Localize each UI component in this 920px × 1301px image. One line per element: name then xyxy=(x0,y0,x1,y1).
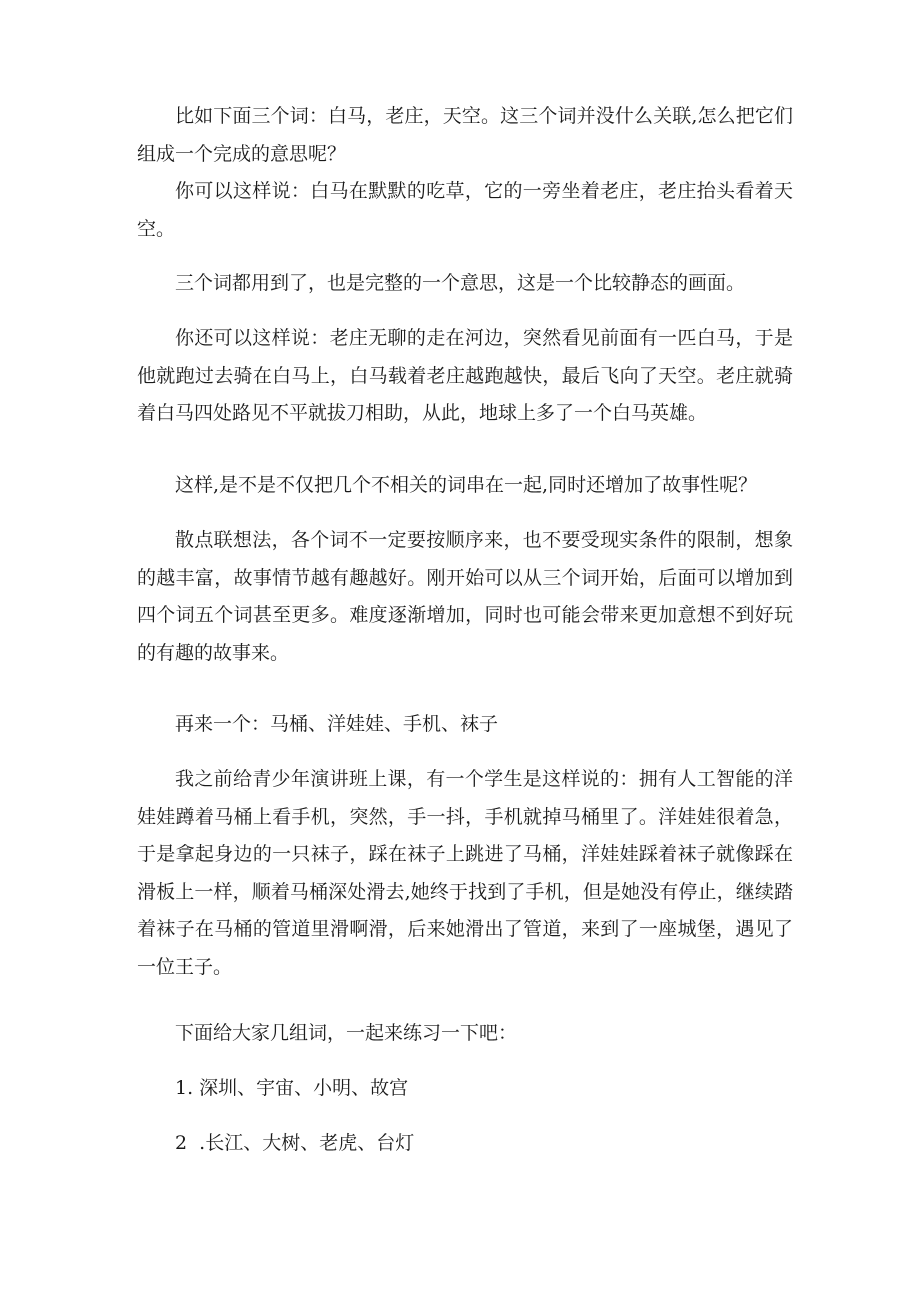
paragraph-static-note: 三个词都用到了，也是完整的一个意思，这是一个比较静态的画面。 xyxy=(175,272,746,294)
exercise-item-2: 2 .长江、大树、老虎、台灯 xyxy=(175,1132,415,1154)
paragraph-another: 再来一个：马桶、洋娃娃、手机、袜子 xyxy=(175,713,499,735)
paragraph-example-intro: 比如下面三个词：白马，老庄，天空。这三个词并没什么关联,怎么把它们组成一个完成的意思呢？ xyxy=(137,105,793,165)
paragraph-student-story: 我之前给青少年演讲班上课，有一个学生是这样说的：拥有人工智能的洋娃娃蹲着马桶上看手机，突然，手一抖，手机就掉马桶里了。洋娃娃很着急，于是拿起身边的一只袜子，踩在袜子上跳进了马桶，洋娃娃踩着袜子就像踩在滑板上一样，顺着马桶深处滑去,她终于找到了手机，但是她没有停止，继续踏着袜子在马桶的管道里滑啊滑，后来她滑出了管道，来到了一座城堡，遇见了一位王子。 xyxy=(137,768,793,978)
paragraph-question: 这样,是不是不仅把几个不相关的词串在一起,同时还增加了故事性呢？ xyxy=(175,474,758,496)
paragraph-method: 散点联想法，各个词不一定要按顺序来，也不要受现实条件的限制，想象的越丰富，故事情节越有趣越好。刚开始可以从三个词开始，后面可以增加到四个词五个词甚至更多。难度逐渐增加，同时也可能会带来更加意想不到好玩的有趣的故事来。 xyxy=(137,529,793,664)
exercise-item-1: 1. 深圳、宇宙、小明、故宫 xyxy=(175,1077,409,1099)
paragraph-practice-intro: 下面给大家几组词，一起来练习一下吧： xyxy=(175,1022,518,1044)
paragraph-example-2: 你还可以这样说：老庄无聊的走在河边，突然看见前面有一匹白马，于是他就跑过去骑在白马上，白马载着老庄越跑越快，最后飞向了天空。老庄就骑着白马四处路见不平就拔刀相助，从此，地球上多了一个白马英雄。 xyxy=(137,327,793,424)
paragraph-example-1: 你可以这样说：白马在默默的吃草，它的一旁坐着老庄，老庄抬头看着天空。 xyxy=(137,180,793,240)
